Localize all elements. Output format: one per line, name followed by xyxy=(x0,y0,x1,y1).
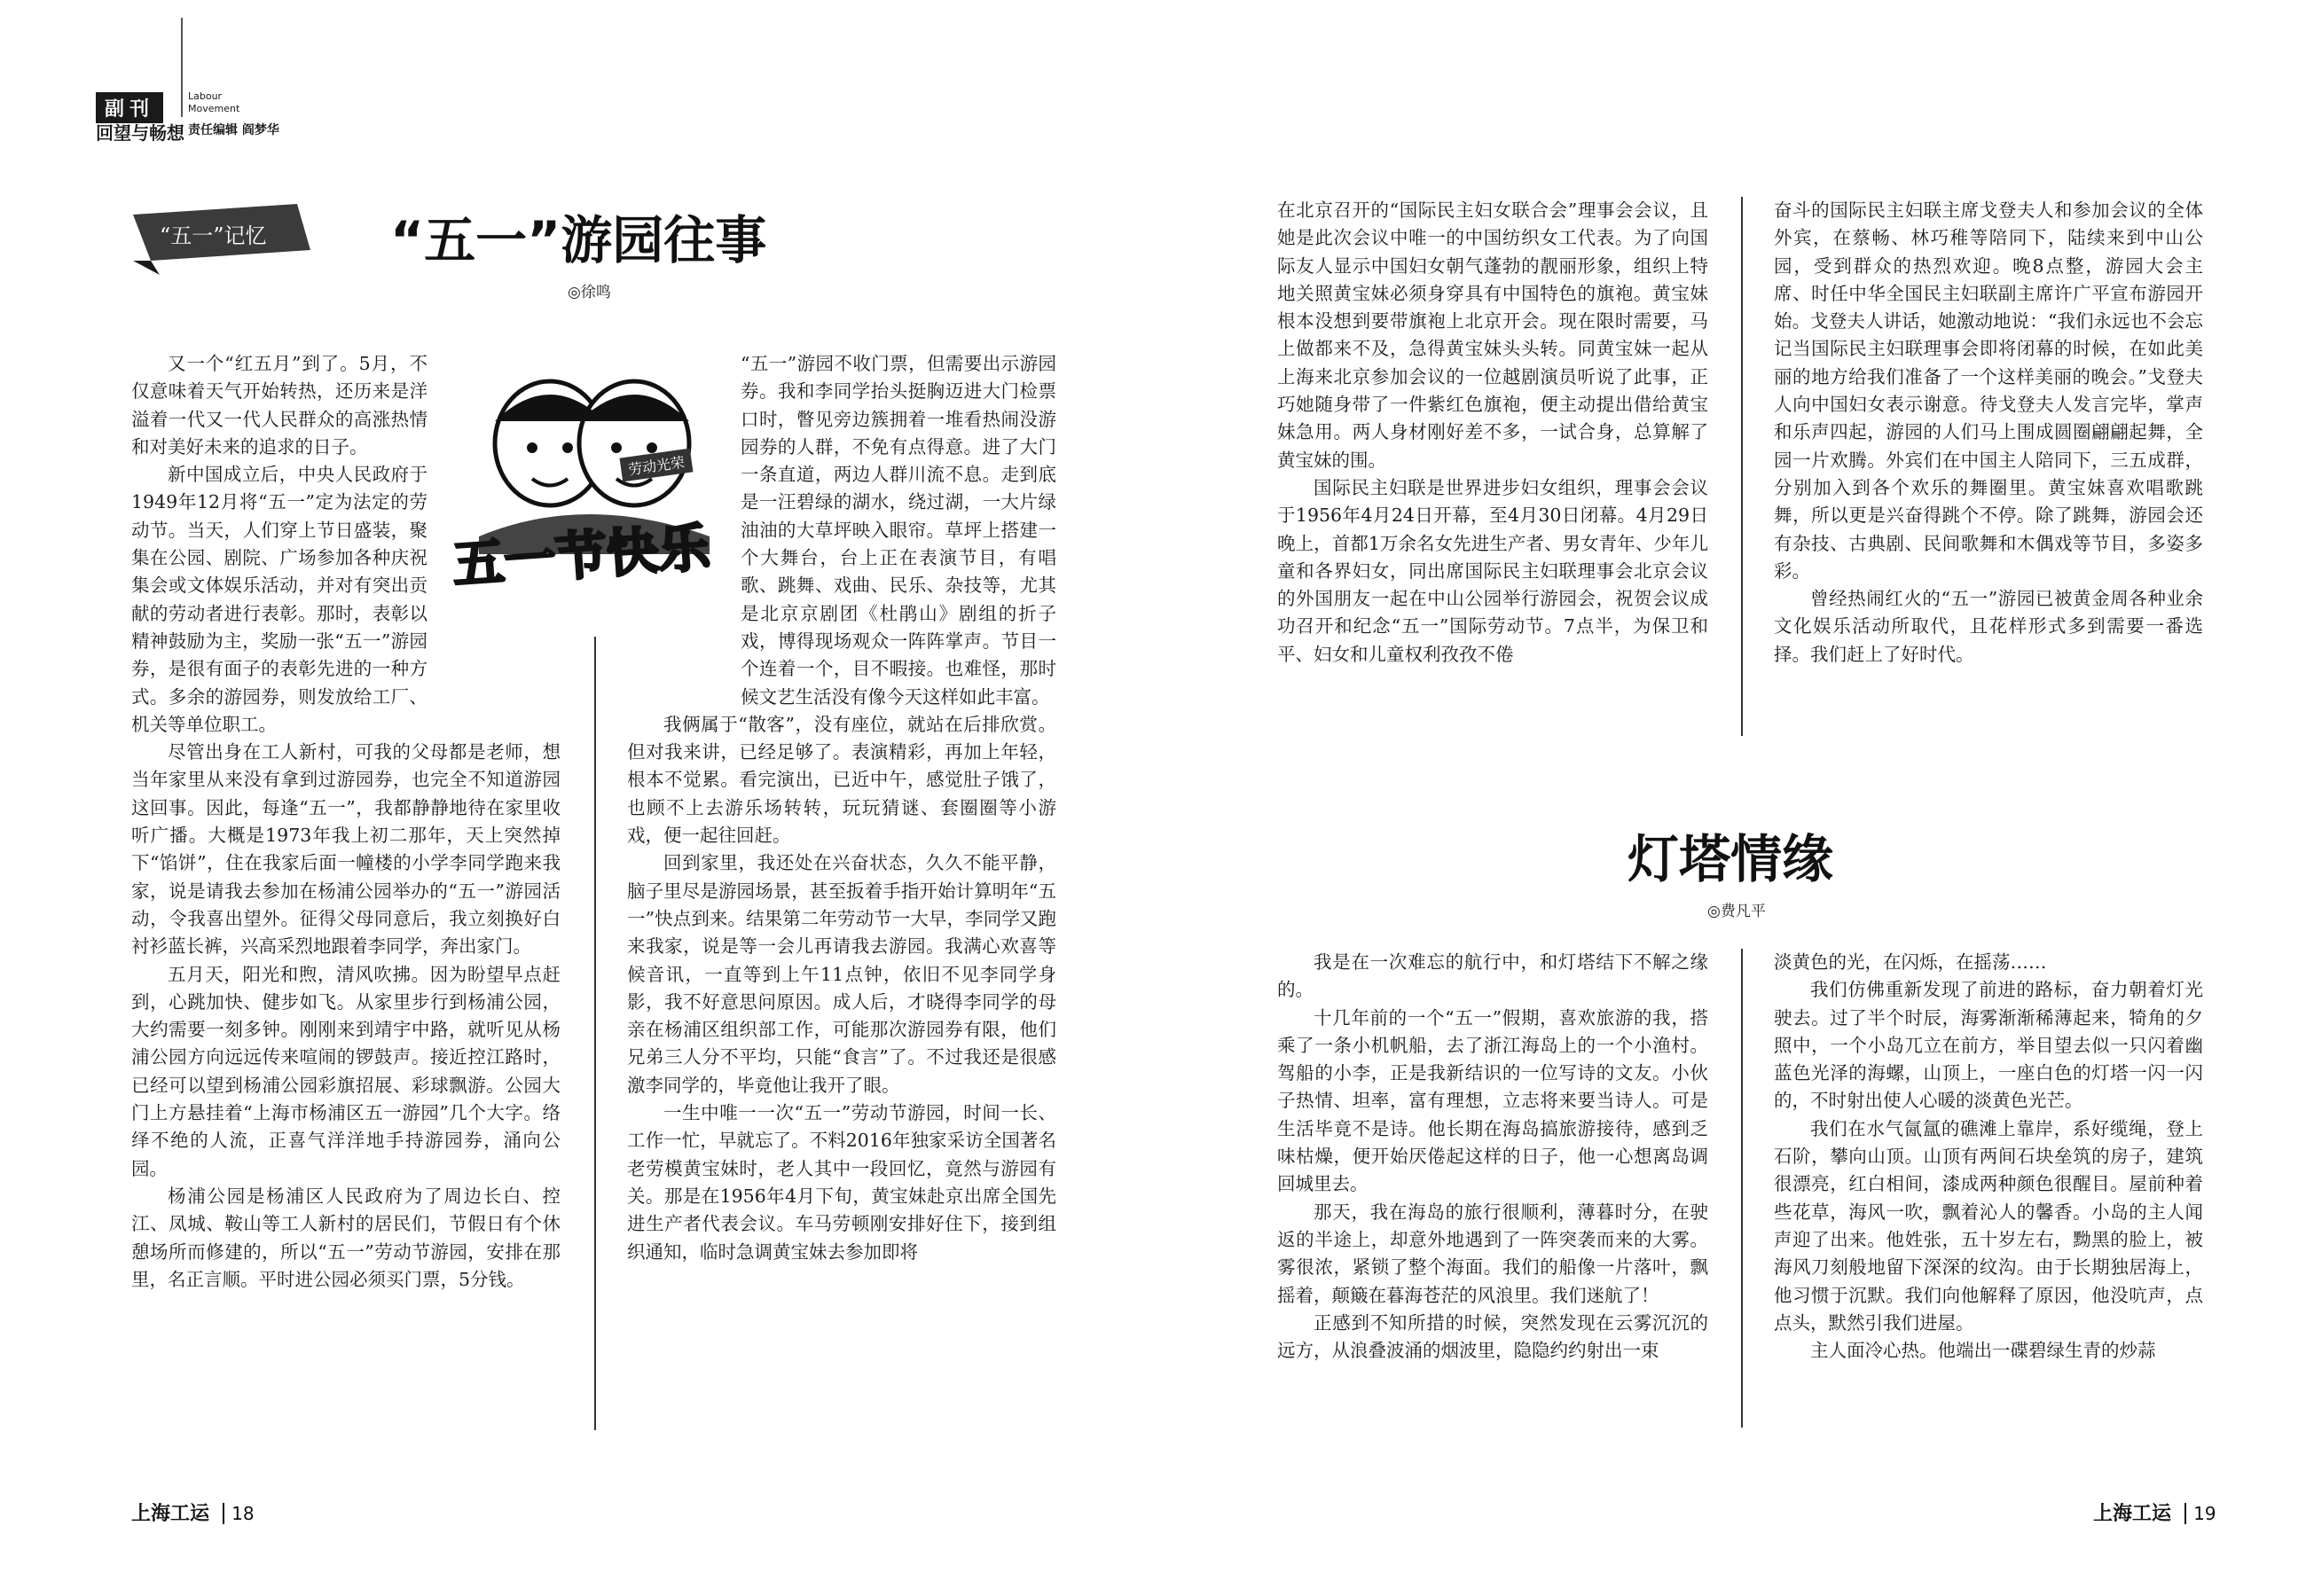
paragraph: 那天，我在海岛的旅行很顺利，薄暮时分，在驶返的半途上，却意外地遇到了一阵突袭而来的大雾。雾很浓，紧锁了整个海面。我们的船像一片落叶，飘摇着，颠簸在暮海苍茫的风浪里。我们迷航了！ xyxy=(1277,1201,1708,1306)
magazine-logo: 上海工运 xyxy=(2093,1503,2172,1525)
paragraph: 十几年前的一个“五一”假期，喜欢旅游的我，搭乘了一条小机帆船，去了浙江海岛上的一个小渔村。驾船的小李，正是我新结识的一位写诗的文友。小伙子热情、坦率，富有理想，立志将来要当诗人。可是生活毕竟不是诗。他长期在海岛搞旅游接待，感到乏味枯燥，便开始厌倦起这样的日子，他一心想离岛调回城里去。 xyxy=(1277,1006,1708,1195)
illustration-greeting: 五一节快乐 xyxy=(451,516,712,596)
article1-byline: ◎徐鸣 xyxy=(568,284,611,301)
memory-tag-label: “五一”记忆 xyxy=(160,223,267,248)
paragraph: 正感到不知所措的时候，突然发现在云雾沉沉的远方，从浪叠波涌的烟波里，隐隐约约射出一束 xyxy=(1277,1311,1708,1362)
illustration-badge: 劳动光荣 xyxy=(620,449,694,482)
masthead xyxy=(96,89,326,142)
article1-column-2 xyxy=(627,350,1056,1266)
paragraph: 奋斗的国际民主妇联主席戈登夫人和参加会议的全体外宾，在蔡畅、林巧稚等陪同下，陆续来到中山公园，受到群众的热烈欢迎。晚8点整，游园大会主席、时任中华全国民主妇联副主席许广平宣布游园开始。戈登夫人讲话，她激动地说：“我们永远也不会忘记当国际民主妇联理事会即将闭幕的时候，在如此美丽的地方给我们准备了一个这样美丽的晚会。”戈登夫人向中国妇女表示谢意。待戈登夫人发言完毕，掌声和乐声四起，游园的人们马上围成圆圈翩翩起舞，全园一片欢腾。外宾们在中国主人陪同下，三五成群，分别加入到各个欢乐的舞圈里。黄宝妹喜欢唱歌跳舞，所以更是兴奋得跳个不停。除了跳舞，游园会还有杂技、古典剧、民间歌舞和木偶戏等节目，多姿多彩。 xyxy=(1774,200,2203,582)
page-number: 19 xyxy=(2184,1503,2216,1524)
column-rule xyxy=(1741,949,1743,1428)
english-line-2: Movement xyxy=(188,103,240,114)
masthead-divider xyxy=(181,18,183,117)
paragraph: 主人面冷心热。他端出一碟碧绿生青的炒蒜 xyxy=(1810,1340,2156,1362)
magazine-logo: 上海工运 xyxy=(131,1503,210,1525)
footer-left xyxy=(131,1498,255,1526)
footer-right xyxy=(2093,1498,2216,1526)
paragraph: 杨浦公园是杨浦区人民政府为了周边长白、控江、凤城、鞍山等工人新村的居民们，节假日有个休憩场所而修建的，所以“五一”劳动节游园，安排在那里，名正言顺。平时进公园必须买门票，5分钱。 xyxy=(131,1185,561,1290)
article2-byline: ◎费凡平 xyxy=(1707,903,1766,920)
paragraph: 一生中唯一一次“五一”劳动节游园，时间一长、工作一忙，早就忘了。不料2016年独家采访全国著名老劳模黄宝妹时，老人其中一段回忆，竟然与游园有关。那是在1956年4月下旬，黄宝妹赴京出席全国先进生产者代表会议。车马劳顿刚安排好住下，接到组织通知，临时急调黄宝妹去参加即将 xyxy=(627,1102,1056,1263)
column-rule xyxy=(594,637,596,1430)
article2-title: 灯塔情缘 xyxy=(1628,829,1834,889)
editor-credit: 责任编辑 阎梦华 xyxy=(188,123,279,137)
paragraph: 回到家里，我还处在兴奋状态，久久不能平静，脑子里尽是游园场景，甚至扳着手指开始计算明年“五一”快点到来。结果第二年劳动节一大早，李同学又跑来我家，说是等一会儿再请我去游园。我满心欢喜等候音讯，一直等到上午11点钟，依旧不见李同学身影，我不好意思问原因。成人后，才晓得李同学的母亲在杨浦区组织部工作，可能那次游园券有限，他们兄弟三人分不平均，只能“食言”了。不过我还是很感激李同学的，毕竟他让我开了眼。 xyxy=(627,852,1056,1096)
paragraph: 我是在一次难忘的航行中，和灯塔结下不解之缘的。 xyxy=(1277,951,1708,1001)
paragraph: 我们仿佛重新发现了前进的路标，奋力朝着灯光驶去。过了半个时辰，海雾渐渐稀薄起来，犄角的夕照中，一个小岛兀立在前方，举目望去似一只闪着幽蓝色光泽的海螺，山顶上，一座白色的灯塔一闪一闪的，不时射出使人心暖的淡黄色光芒。 xyxy=(1774,979,2203,1112)
english-line-1: Labour xyxy=(188,90,223,102)
paragraph: 新中国成立后，中央人民政府于1949年12月将“五一”定为法定的劳动节。当天，人们穿上节日盛装，聚集在公园、剧院、广场参加各种庆祝集会或文体娱乐活动，并对有突出贡献的劳动者进行表彰。那时，表彰以精神鼓励为主，奖励一张“五一”游园券，是很有面子的表彰先进的一种方式。多余的游园券，则发放给工厂、机关等单位职工。 xyxy=(131,464,427,735)
article2-column-2 xyxy=(1774,949,2203,1365)
page-number: 18 xyxy=(223,1503,254,1524)
article1-column-1 xyxy=(131,350,561,1294)
paragraph: 国际民主妇联是世界进步妇女组织，理事会会议于1956年4月24日开幕，至4月30日闭幕。4月29日晚上，首都1万余名女先进生产者、男女青年、少年儿童和各界妇女，同出席国际民主妇联理事会北京会议的外国朋友一起在中山公园举行游园会，祝贺会议成功召开和纪念“五一”国际劳动节。7点半，为保卫和平、妇女和儿童权利孜孜不倦 xyxy=(1277,476,1708,665)
article1-column-3 xyxy=(1277,197,1708,669)
paragraph: 又一个“红五月”到了。5月，不仅意味着天气开始转热，还历来是洋溢着一代又一代人民群众的高涨热情和对美好未来的追求的日子。 xyxy=(131,353,427,458)
section-subtitle: 回望与畅想 xyxy=(96,122,184,144)
paragraph: 在北京召开的“国际民主妇女联合会”理事会会议，且她是此次会议中唯一的中国纺织女工代表。为了向国际友人显示中国妇女朝气蓬勃的靓丽形象，组织上特地关照黄宝妹必须身穿具有中国特色的旗袍。黄宝妹根本没想到要带旗袍上北京开会。现在限时需要，马上做都来不及，急得黄宝妹头头转。同黄宝妹一起从上海来北京参加会议的一位越剧演员听说了此事，正巧她随身带了一件紫红色旗袍，便主动提出借给黄宝妹急用。两人身材刚好差不多，一试合身，总算解了黄宝妹的围。 xyxy=(1277,200,1708,471)
paragraph: 我们在水气氤氲的礁滩上靠岸，系好缆绳，登上石阶，攀向山顶。山顶有两间石块垒筑的房子，建筑很漂亮，红白相间，漆成两种颜色很醒目。屋前种着些花草，海风一吹，飘着沁人的馨香。小岛的主人闻声迎了出来。他姓张，五十岁左右，黝黑的脸上，被海风刀刻般地留下深深的纹沟。由于长期独居海上，他习惯于沉默。我们向他解释了原因，他没吭声，点点头，默然引我们进屋。 xyxy=(1774,1117,2203,1334)
section-badge: 副刊 xyxy=(96,92,163,123)
memory-tag xyxy=(133,188,310,277)
article1-title: “五一”游园往事 xyxy=(390,210,767,270)
paragraph: 淡黄色的光，在闪烁，在摇荡…… xyxy=(1774,951,2047,973)
column-rule xyxy=(1741,197,1743,736)
paragraph: 五月天，阳光和煦，清风吹拂。因为盼望早点赶到，心跳加快、健步如飞。从家里步行到杨浦公园，大约需要一刻多钟。刚刚来到靖宇中路，就听见从杨浦公园方向远远传来喧闹的锣鼓声。接近控江路时，已经可以望到杨浦公园彩旗招展、彩球飘游。公园大门上方悬挂着“上海市杨浦区五一游园”几个大字。络绎不绝的人流，正喜气洋洋地手持游园券，涌向公园。 xyxy=(131,963,561,1179)
paragraph: 尽管出身在工人新村，可我的父母都是老师，想当年家里从来没有拿到过游园券，也完全不知道游园这回事。因此，每逢“五一”，我都静静地待在家里收听广播。大概是1973年我上初二那年，天上突然掉下“馅饼”，住在我家后面一幢楼的小学李同学跑来我家，说是请我去参加在杨浦公园举办的“五一”游园活动，令我喜出望外。征得父母同意后，我立刻换好白衬衫蓝长裤，兴高采烈地跟着李同学，奔出家门。 xyxy=(131,741,561,958)
article1-column-4 xyxy=(1774,197,2203,669)
paragraph: “五一”游园不收门票，但需要出示游园券。我和李同学抬头挺胸迈进大门检票口时，瞥见旁边簇拥着一堆看热闹没游园券的人群，不免有点得意。进了大门一条直道，两边人群川流不息。走到底是一汪碧绿的湖水，绕过湖，一大片绿油油的大草坪映入眼帘。草坪上搭建一个大舞台，台上正在表演节目，有唱歌、跳舞、戏曲、民乐、杂技等，尤其是北京京剧团《杜鹃山》剧组的折子戏，博得现场观众一阵阵掌声。节目一个连着一个，目不暇接。也难怪，那时候文艺生活没有像今天这样如此丰富。 xyxy=(741,353,1056,708)
paragraph: 我俩属于“散客”，没有座位，就站在后排欣赏。但对我来讲，已经足够了。表演精彩，再加上年轻，根本不觉累。看完演出，已近中午，感觉肚子饿了，也顾不上去游乐场转转，玩玩猜谜、套圈圈等小游戏，便一起往回赶。 xyxy=(627,713,1056,847)
paragraph: 曾经热闹红火的“五一”游园已被黄金周各种业余文化娱乐活动所取代，且花样形式多到需要一番选择。我们赶上了好时代。 xyxy=(1774,588,2203,665)
article2-column-1 xyxy=(1277,949,1708,1365)
